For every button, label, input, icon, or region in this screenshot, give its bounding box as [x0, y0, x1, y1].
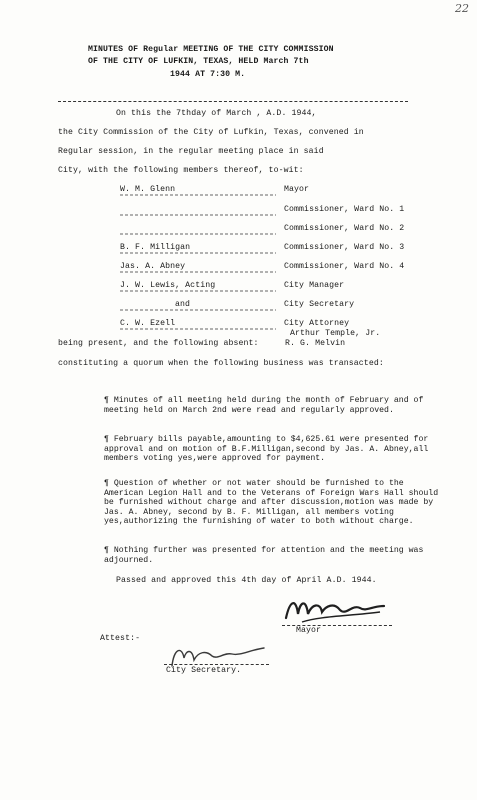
item-bullet: ¶: [104, 546, 114, 555]
absent-name-1: Arthur Temple, Jr.: [290, 329, 381, 338]
mayor-signature-line: [282, 625, 392, 626]
secretary-label: City Secretary.: [166, 666, 242, 675]
passed-line: Passed and approved this 4th day of April A.D. 1944.: [116, 576, 377, 585]
member-role: City Secretary: [284, 300, 355, 309]
member-name: B. F. Milligan: [120, 243, 191, 252]
member-name: W. M. Glenn: [120, 185, 176, 194]
member-role: City Manager: [284, 281, 345, 290]
member-role: Mayor: [284, 185, 310, 194]
item-bullet: ¶: [104, 435, 114, 444]
member-role: Commissioner, Ward No. 3: [284, 243, 405, 252]
business-item: ¶ Nothing further was presented for attention and the meeting was adjourned.: [104, 546, 424, 565]
item-bullet: ¶: [104, 396, 114, 405]
member-name: Jas. A. Abney: [120, 262, 186, 271]
heading-line-3: 1944 AT 7:30 M.: [170, 70, 246, 79]
intro-line-2: the City Commission of the City of Lufkin, Texas, convened in: [58, 128, 364, 137]
mayor-label: Mayor: [296, 626, 322, 635]
business-item: ¶ February bills payable,amounting to $4,625.61 were presented for approval and on motion of B.F.Milligan,second by Jas. A. Abney,all members voting yes,were approved for payment.: [104, 435, 429, 464]
attest-label: Attest:-: [100, 634, 141, 643]
member-role: Commissioner, Ward No. 4: [284, 262, 405, 271]
member-role: City Attorney: [284, 319, 350, 328]
secretary-signature-line: [164, 664, 269, 665]
page-number: 22: [455, 2, 469, 15]
absent-name-2: R. G. Melvin: [285, 339, 346, 348]
business-item: ¶ Question of whether or not water should be furnished to the American Legion Hall and to the Veterans of Foreign Wars Hall should be furnished without charge and after discussion,motion was made by Jas. A. Abney, second by B. F. Milligan, all members voting yes,authorizing the furnishing of water to both without charge.: [104, 479, 439, 527]
intro-line-4: City, with the following members thereof, to-wit:: [58, 166, 304, 175]
member-name: and: [175, 300, 191, 309]
intro-line-1: On this the 7thday of March , A.D. 1944,: [116, 109, 317, 118]
business-item: ¶ Minutes of all meeting held during the month of February and of meeting held on March 2nd were read and regularly approved.: [104, 396, 424, 415]
absent-line: being present, and the following absent:: [58, 339, 259, 348]
member-role: Commissioner, Ward No. 2: [284, 224, 405, 233]
member-name: J. W. Lewis, Acting: [120, 281, 216, 290]
item-bullet: ¶: [104, 479, 114, 488]
heading-line-1: MINUTES OF Regular MEETING OF THE CITY COMMISSION: [88, 45, 334, 54]
heading-line-2: OF THE CITY OF LUFKIN, TEXAS, HELD March 7th: [88, 57, 309, 66]
quorum-line: constituting a quorum when the following business was transacted:: [58, 359, 384, 368]
separator-rule: [58, 101, 408, 102]
member-name: C. W. Ezell: [120, 319, 176, 328]
member-role: Commissioner, Ward No. 1: [284, 205, 405, 214]
intro-line-3: Regular session, in the regular meeting place in said: [58, 147, 324, 156]
